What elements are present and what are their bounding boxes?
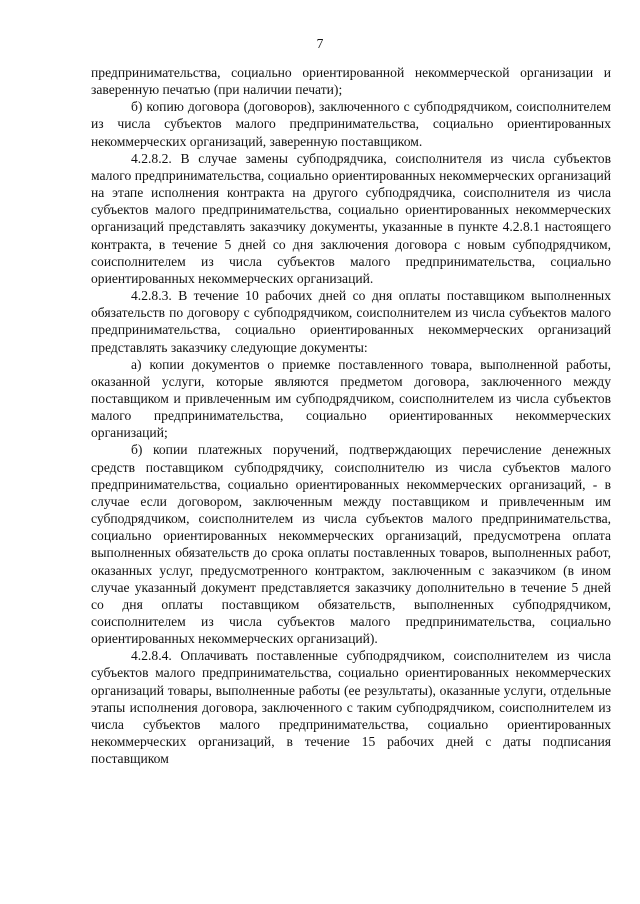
- paragraph-subitem-b-payment-orders: б) копии платежных поручений, подтверждающих перечисление денежных средств поставщиком субподрядчику, соисполнителю из числа субъектов малого предпринимательства, социально ориентированных некоммерческих организаций, - в случае если договором, заключенным между поставщиком и привлеченным им субподрядчиком, соисполнителем из числа субъектов малого предпринимательства, социально ориентированных некоммерческих организаций, предусмотрена оплата выполненных обязательств до срока оплаты поставленных товаров, выполненных работ, оказанных услуг, предусмотренного контрактом, заключенным с заказчиком (в ином случае указанный документ представляется заказчику дополнительно в течение 5 дней со дня оплаты поставщиком обязательств, выполненных субподрядчиком, соисполнителем из числа субъектов малого предпринимательства, социально ориентированных некоммерческих организаций).: [91, 442, 611, 647]
- paragraph-4-2-8-2: 4.2.8.2. В случае замены субподрядчика, соисполнителя из числа субъектов малого предпринимательства, социально ориентированных некоммерческих организаций на этапе исполнения контракта на другого субподрядчика, соисполнителя из числа субъектов малого предпринимательства, социально ориентированных некоммерческих организаций представлять заказчику документы, указанные в пункте 4.2.8.1 настоящего контракта, в течение 5 дней со дня заключения договора с новым субподрядчиком, соисполнителем из числа субъектов малого предпринимательства, социально ориентированных некоммерческих организаций.: [91, 150, 611, 286]
- paragraph-subitem-b-contract-copy: б) копию договора (договоров), заключенного с субподрядчиком, соисполнителем из числа субъектов малого предпринимательства, социально ориентированных некоммерческих организаций, заверенную поставщиком.: [91, 99, 611, 149]
- document-body: [91, 64, 611, 767]
- paragraph-4-2-8-4: 4.2.8.4. Оплачивать поставленные субподрядчиком, соисполнителем из числа субъектов малого предпринимательства, социально ориентированных некоммерческих организаций товары, выполненные работы (ее результаты), оказанные услуги, отдельные этапы исполнения договора, заключенного с таким субподрядчиком, соисполнителем из числа субъектов малого предпринимательства, социально ориентированных некоммерческих организаций, в течение 15 рабочих дней с даты подписания поставщиком: [91, 648, 611, 767]
- paragraph-subitem-a-acceptance-docs: а) копии документов о приемке поставленного товара, выполненной работы, оказанной услуги, которые являются предметом договора, заключенного между поставщиком и привлеченным им субподрядчиком, соисполнителем из числа субъектов малого предпринимательства, социально ориентированных некоммерческих организаций;: [91, 356, 611, 441]
- page-number: 7: [316, 36, 324, 51]
- paragraph-4-2-8-3: 4.2.8.3. В течение 10 рабочих дней со дня оплаты поставщиком выполненных обязательств по договору с субподрядчиком, соисполнителем из числа субъектов малого предпринимательства, социально ориентированных некоммерческих организаций представлять заказчику следующие документы:: [91, 288, 611, 355]
- paragraph-continuation: предпринимательства, социально ориентированной некоммерческой организации и заверенную печатью (при наличии печати);: [91, 65, 611, 98]
